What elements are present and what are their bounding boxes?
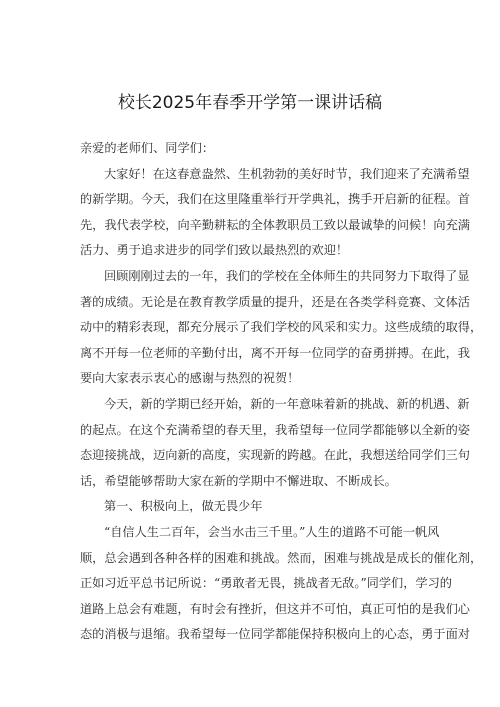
paragraph-line: 态的消极与退缩。我希望每一位同学都能保持积极向上的心态，勇于面对 [80, 627, 470, 642]
paragraph-line: 要向大家表示衷心的感谢与热烈的祝贺！ [80, 371, 300, 386]
paragraph-line: “自信人生二百年，会当水击三千里。”人生的道路不可能一帆风 [104, 524, 440, 539]
paragraph-line: 动中的精彩表现，都充分展示了我们学校的风采和实力。这些成绩的取得， [80, 320, 483, 335]
document-title: 校长2025年春季开学第一课讲话稿 [117, 93, 383, 113]
salutation-line: 亲爱的老师们、同学们： [80, 141, 215, 155]
paragraph-line: 话，希望能够帮助大家在新的学期中不懈进取、不断成长。 [80, 473, 397, 488]
paragraph-line: 正如习近平总书记所说：“勇敢者无畏，挑战者无敌。”同学们，学习的 [80, 576, 452, 591]
paragraph-line: 道路上总会有难题，有时会有挫折，但这并不可怕，真正可怕的是我们心 [80, 601, 470, 616]
paragraph-line: 的新学期。今天，我们在这里隆重举行开学典礼，携手开启新的征程。首 [80, 192, 470, 207]
paragraph-line: 的起点。在这个充满希望的春天里，我希望每一位同学都能够以全新的姿 [80, 422, 470, 437]
paragraph-line: 著的成绩。无论是在教育教学质量的提升，还是在各类学科竞赛、文体活 [80, 294, 470, 309]
paragraph-line: 离不开每一位老师的辛勤付出，离不开每一位同学的奋勇拼搏。在此，我 [80, 345, 470, 360]
paragraph-line: 态迎接挑战，迈向新的高度，实现新的跨越。在此，我想送给同学们三句 [80, 448, 470, 463]
paragraph-line: 今天，新的学期已经开始，新的一年意味着新的挑战、新的机遇、新 [104, 396, 470, 411]
section-heading: 第一、积极向上，做无畏少年 [104, 499, 263, 514]
paragraph-line: 回顾刚刚过去的一年，我们的学校在全体师生的共同努力下取得了显 [104, 268, 470, 283]
paragraph-line: 大家好！在这春意盎然、生机勃勃的美好时节，我们迎来了充满希望 [104, 166, 470, 181]
paragraph-line: 先，我代表学校，向辛勤耕耘的全体教职员工致以最诚挚的问候！向充满 [80, 217, 470, 232]
document-body [80, 136, 483, 648]
paragraph-line: 顺，总会遇到各种各样的困难和挑战。然而，困难与挑战是成长的催化剂， [80, 550, 483, 565]
paragraph-line: 活力、勇于追求进步的同学们致以最热烈的欢迎！ [80, 243, 349, 258]
